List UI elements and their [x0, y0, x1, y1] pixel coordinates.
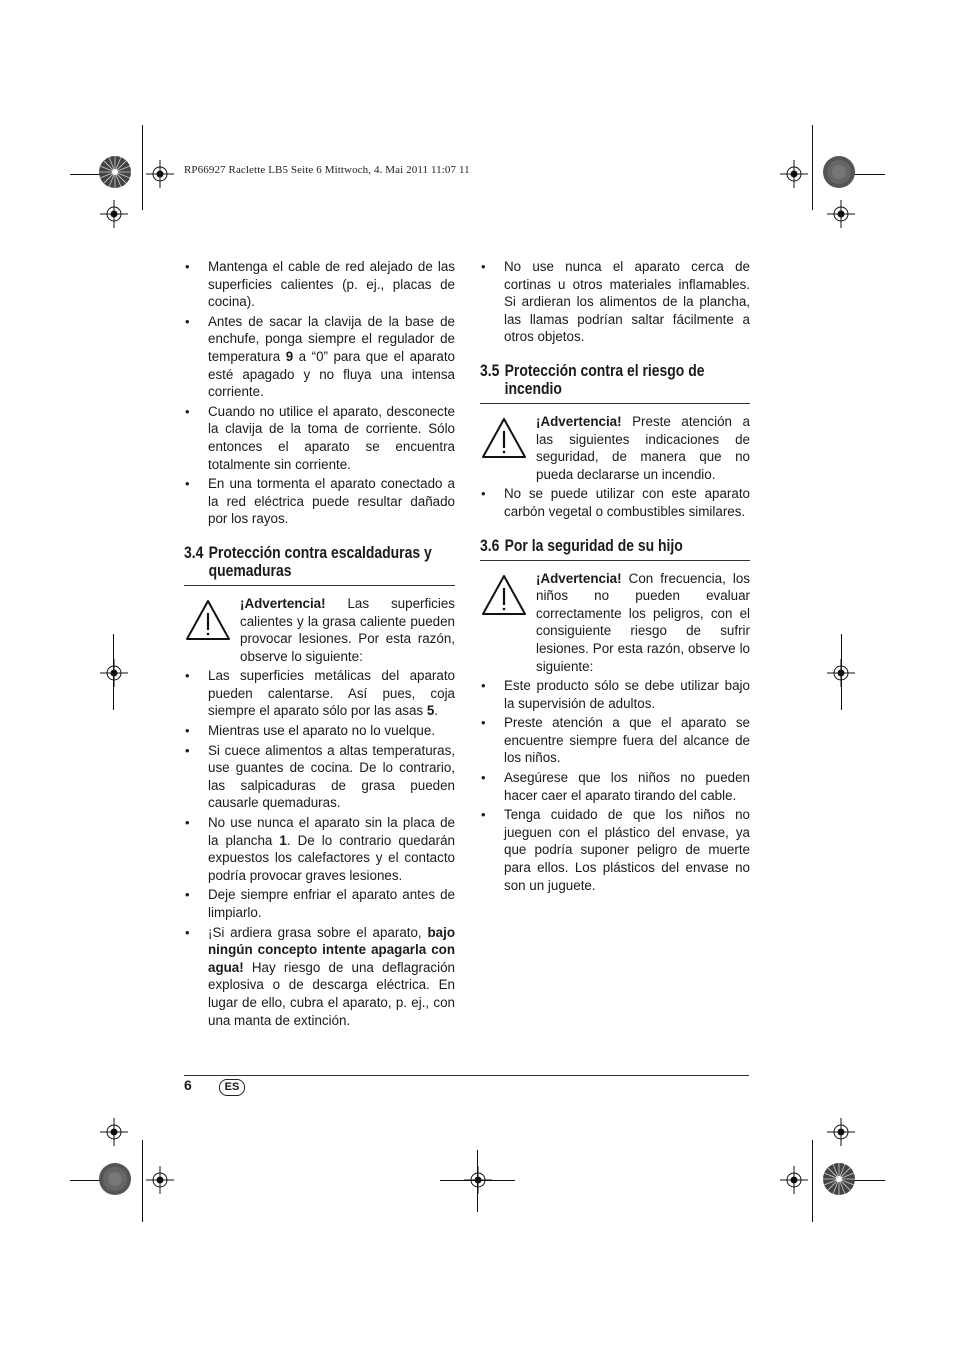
list-item: • Tenga cuidado de que los niños no jueguen con el plástico del envase, ya que podría suponer peligro de muerte para ellos. Los plásticos del envase no son un juguete.: [480, 806, 750, 894]
color-target-icon: [822, 155, 856, 189]
section-3-4-bullet-list: [184, 667, 455, 1029]
warning-box: ¡Advertencia! Con frecuencia, los niños no pueden evaluar correctamente los peligros, con el consiguiente riesgo de sufrir lesiones. Por esta razón, observe lo siguiente:: [480, 570, 750, 676]
list-item: • Deje siempre enfriar el aparato antes de limpiarlo.: [184, 886, 455, 921]
list-item: • No se puede utilizar con este aparato carbón vegetal o combustibles similares.: [480, 485, 750, 520]
crop-mark: [477, 1150, 478, 1212]
registration-mark-icon: [827, 1118, 855, 1146]
warning-box: ¡Advertencia! Preste atención a las siguientes indicaciones de seguridad, de manera que no pueda declararse un incendio.: [480, 413, 750, 483]
registration-mark-icon: [780, 1166, 808, 1194]
list-item: • Cuando no utilice el aparato, desconecte la clavija de la toma de corriente. Sólo entonces el aparato se encuentra totalmente sin corriente.: [184, 403, 455, 473]
crop-mark: [142, 125, 143, 210]
registration-mark-icon: [100, 659, 128, 687]
registration-mark-icon: [146, 1166, 174, 1194]
section-heading-3-6: 3.6 Por la seguridad de su hijo: [480, 535, 683, 555]
page-number: 6: [184, 1077, 192, 1093]
warning-label: ¡Advertencia!: [536, 570, 622, 586]
warning-triangle-icon: [185, 599, 231, 641]
color-target-icon: [98, 1162, 132, 1196]
right-column: [480, 258, 750, 896]
warning-triangle-icon: [481, 417, 527, 459]
crop-mark: [142, 1140, 143, 1222]
list-item: • Preste atención a que el aparato se encuentre siempre fuera del alcance de los niños.: [480, 714, 750, 767]
section-heading-3-5: 3.5 Protección contra el riesgo de incendio: [480, 360, 705, 398]
warning-box: ¡Advertencia! Las superficies calientes y la grasa caliente pueden provocar lesiones. Por esta razón, observe lo siguiente:: [184, 595, 455, 665]
warning-triangle-icon: [481, 574, 527, 616]
list-item: • En una tormenta el aparato conectado a la red eléctrica puede resultar dañado por los rayos.: [184, 475, 455, 528]
list-item: • Mantenga el cable de red alejado de las superficies calientes (p. ej., placas de cocina).: [184, 258, 455, 311]
section-divider: [480, 560, 750, 561]
list-item: • Las superficies metálicas del aparato pueden calentarse. Así pues, coja siempre el aparato sólo por las asas 5.: [184, 667, 455, 720]
section-heading-3-4: 3.4 Protección contra escaldaduras y quemaduras: [184, 542, 432, 580]
registration-mark-icon: [100, 1118, 128, 1146]
registration-mark-icon: [780, 160, 808, 188]
left-column: [184, 258, 455, 1031]
section-divider: [184, 585, 455, 586]
section-3-5-bullet-list: [480, 485, 750, 520]
warning-label: ¡Advertencia!: [536, 413, 622, 429]
list-item: • Asegúrese que los niños no pueden hacer caer el aparato tirando del cable.: [480, 769, 750, 804]
registration-mark-icon: [827, 659, 855, 687]
color-target-icon: [98, 155, 132, 189]
warning-label: ¡Advertencia!: [240, 595, 326, 611]
crop-mark: [812, 125, 813, 210]
print-header: RP66927 Raclette LB5 Seite 6 Mittwoch, 4. Mai 2011 11:07 11: [184, 164, 470, 176]
list-item: • No use nunca el aparato cerca de cortinas u otros materiales inflamables. Si ardieran los alimentos de la plancha, las llamas podrían saltar fácilmente a otros objetos.: [480, 258, 750, 346]
list-item: • ¡Si ardiera grasa sobre el aparato, bajo ningún concepto intente apagarla con agua! Hay riesgo de una deflagración explosiva o de descarga eléctrica. En lugar de ello, cubra el aparato, p. ej., con una manta de extinción.: [184, 924, 455, 1030]
registration-mark-icon: [827, 200, 855, 228]
list-item: • Este producto sólo se debe utilizar bajo la supervisión de adultos.: [480, 677, 750, 712]
language-badge: ES: [219, 1079, 245, 1096]
footer-divider: [184, 1075, 749, 1076]
list-item: • Antes de sacar la clavija de la base de enchufe, ponga siempre el regulador de temperatura 9 a “0” para que el aparato esté apagado y no fluya una intensa corriente.: [184, 313, 455, 401]
registration-mark-icon: [146, 160, 174, 188]
crop-mark: [812, 1140, 813, 1222]
intro-bullet-list: [480, 258, 750, 346]
list-item: • Si cuece alimentos a altas temperaturas, use guantes de cocina. De lo contrario, las salpicaduras de grasa pueden causarle quemaduras.: [184, 742, 455, 812]
list-item: • Mientras use el aparato no lo vuelque.: [184, 722, 455, 740]
section-3-6-bullet-list: [480, 677, 750, 894]
list-item: • No use nunca el aparato sin la placa de la plancha 1. De lo contrario quedarán expuestos los calefactores y el contacto podría provocar graves lesiones.: [184, 814, 455, 884]
intro-bullet-list: [184, 258, 455, 528]
section-divider: [480, 403, 750, 404]
color-target-icon: [822, 1162, 856, 1196]
registration-mark-icon: [100, 200, 128, 228]
